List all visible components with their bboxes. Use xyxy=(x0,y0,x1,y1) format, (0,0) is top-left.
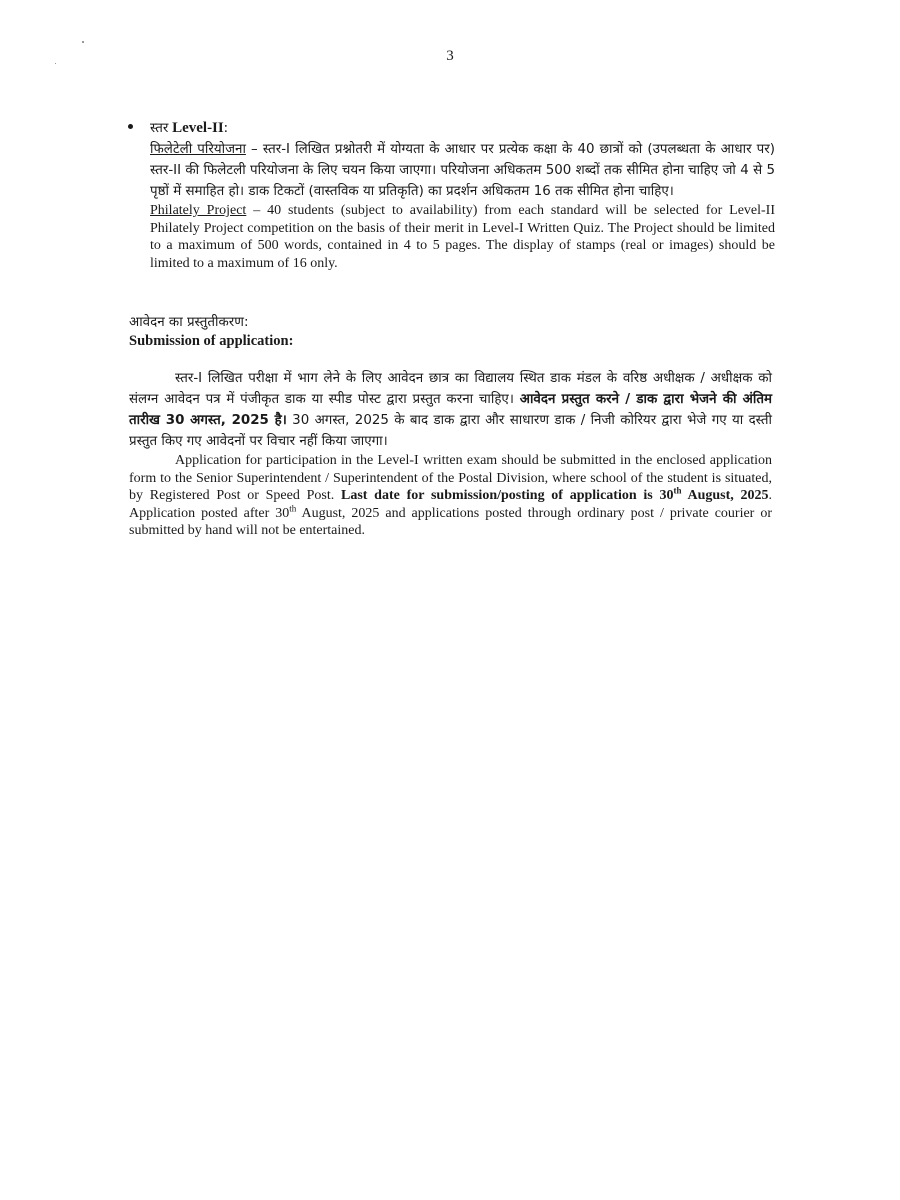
level-ii-heading xyxy=(150,118,775,139)
level-ii-english-text: – 40 students (subject to availability) from each standard will be selected for Level-II Philately Project competition on the basis of their merit in Level-I Written Quiz. The Project should be limited to a maximum of 500 words, contained in 4 to 5 pages. The display of stamps (real or images) should be limited to a maximum of 16 only. xyxy=(150,203,776,271)
submission-heading-en-colon: : xyxy=(288,333,294,349)
level-ii-heading-colon: : xyxy=(223,120,228,136)
bullet-icon xyxy=(128,124,133,129)
philately-project-hi-title: फिलेटेली परियोजना xyxy=(150,142,246,157)
submission-hindi-deadline: आवेदन प्रस्तुत करने / डाक द्वारा भेजने की अंतिम तारीख 30 अगस्त, 2025 है। xyxy=(129,392,772,428)
deadline-sup: th xyxy=(673,485,682,496)
submission-english-deadline xyxy=(340,485,769,503)
submission-hindi-text-1: स्तर-I लिखित परीक्षा में भाग लेने के लिए आवेदन छात्र का विद्यालय स्थित डाक मंडल के वरिष्ठ अधीक्षक / अधीक्षक को संलग्न आवेदन पत्र में पंजीकृत डाक या स्पीड पोस्ट द्वारा प्रस्तुत करना चाहिए। xyxy=(129,371,772,407)
level-ii-hindi-text: – स्तर-I लिखित प्रश्नोतरी में योग्यता के आधार पर प्रत्येक कक्षा के 40 छात्रों को (उपलब्धता के आधार पर) स्तर-II की फिलेटली परियोजना के लिए चयन किया जाएगा। परियोजना अधिकतम 500 शब्दों तक सीमित होना चाहिए जो 4 से 5 पृष्ठों में समाहित हो। डाक टिकटों (वास्तविक या प्रतिकृति) का प्रदर्शन अधिकतम 16 तक सीमित होना चाहिए। xyxy=(150,142,775,199)
submission-english-text-1: Application for participation in the Level-I written exam should be submitted in the enclosed application form to the Senior Superintendent / Superintendent of the Postal Division, where school of the student is situated, by Registered Post or Speed Post. xyxy=(129,453,772,503)
page-number: 3 xyxy=(446,48,454,64)
submission-hindi-text-2: 30 अगस्त, 2025 के बाद डाक द्वारा और साधारण डाक / निजी कोरियर द्वारा भेजे गए या दस्ती प्रस्तुत किए गए आवेदनों पर विचार नहीं किया जाएगा। xyxy=(129,413,772,449)
scan-speck xyxy=(82,41,84,43)
scan-speck xyxy=(55,63,56,64)
submission-english-paragraph xyxy=(129,452,772,540)
submission-english-sup: th xyxy=(289,502,297,513)
deadline-text-part-2: August, 2025 xyxy=(681,488,769,503)
submission-english-text-2: . Application posted after 30 xyxy=(129,488,772,521)
level-ii-heading-hi: स्तर xyxy=(150,121,169,136)
submission-heading-en xyxy=(129,332,772,350)
submission-heading-hi: आवेदन का प्रस्तुतीकरण: xyxy=(129,315,249,330)
level-ii-english-paragraph xyxy=(150,202,775,272)
submission-heading-en-text: Submission of application xyxy=(129,333,289,349)
submission-english-text-3: August, 2025 and applications posted through ordinary post / private courier or submitted by hand will not be entertained. xyxy=(129,505,772,538)
deadline-text-part-1: Last date for submission/posting of application is 30 xyxy=(340,488,674,503)
philately-project-en-title: Philately Project xyxy=(150,203,247,218)
submission-section xyxy=(129,314,772,540)
level-ii-hindi-paragraph xyxy=(150,139,775,202)
level-ii-block xyxy=(150,118,775,272)
level-ii-heading-en: Level-II xyxy=(172,120,224,136)
submission-hindi-paragraph xyxy=(129,368,772,452)
